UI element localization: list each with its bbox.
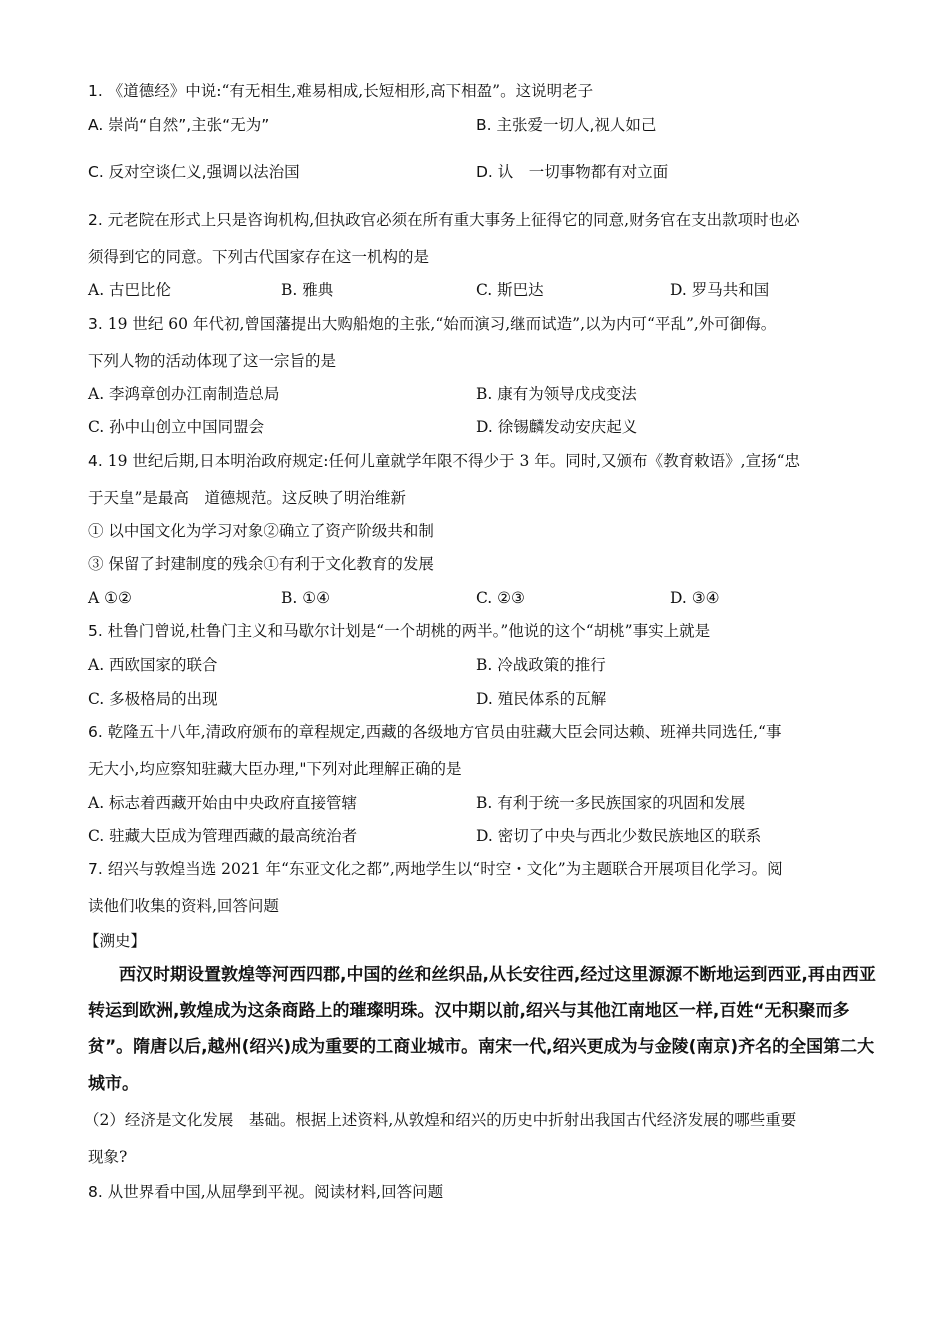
question-3-option-d: D. 徐锡麟发动安庆起义	[476, 418, 638, 436]
question-7-stem-line-1: 7. 绍兴与敦煌当选 2021 年“东亚文化之都”,两地学生以“时空・文化”为主题联合开展项目化学习。阅	[88, 860, 783, 878]
question-2-stem-line-1: 2. 元老院在形式上只是咨询机构,但执政官必须在所有重大事务上征得它的同意,财务官在支出款项时也必	[88, 211, 800, 229]
question-1-option-b: B. 主张爱一切人,视人如己	[476, 116, 657, 134]
question-5-option-b: B. 冷战政策的推行	[476, 656, 606, 674]
question-2-option-b: B. 雅典	[281, 281, 334, 299]
question-4-option-a: A ①②	[88, 589, 132, 607]
question-1-option-c: C. 反对空谈仁义,强调以法治国	[88, 163, 300, 181]
question-2-stem-line-2: 须得到它的同意。下列古代国家存在这一机构的是	[88, 248, 430, 266]
question-3-option-a: A. 李鸿章创办江南制造总局	[88, 385, 280, 403]
question-8-stem: 8. 从世界看中国,从屈學到平视。阅读材料,回答问题	[88, 1183, 444, 1201]
question-5-option-d: D. 殖民体系的瓦解	[476, 690, 607, 708]
question-4-option-b: B. ①④	[281, 589, 331, 607]
question-5-option-c: C. 多极格局的出现	[88, 690, 218, 708]
question-4-option-d: D. ③④	[670, 589, 720, 607]
question-1-option-a: A. 崇尚“自然”,主张“无为”	[88, 116, 270, 134]
question-4-stem-line-2: 于天皇”是最高 道德规范。这反映了明治维新	[88, 489, 406, 507]
question-7-section-title: 【溯史】	[84, 932, 147, 950]
question-1-option-d: D. 认 一切事物都有对立面	[476, 163, 669, 181]
question-7-passage-line-2: 转运到欧洲,敦煌成为这条商路上的璀璨明珠。汉中期以前,绍兴与其他江南地区一样,百姓“无积聚而多	[88, 1001, 850, 1021]
question-5-option-a: A. 西欧国家的联合	[88, 656, 218, 674]
question-3-option-c: C. 孙中山创立中国同盟会	[88, 418, 265, 436]
question-1-stem: 1. 《道德经》中说:“有无相生,难易相成,长短相形,高下相盈”。这说明老子	[88, 82, 594, 100]
question-6-option-b: B. 有利于统一多民族国家的巩固和发展	[476, 794, 746, 812]
question-6-stem-line-1: 6. 乾隆五十八年,清政府颁布的章程规定,西藏的各级地方官员由驻藏大臣会同达赖、班禅共同选任,“事	[88, 723, 782, 741]
question-4-item-line-1: ① 以中国文化为学习对象②确立了资产阶级共和制	[88, 522, 434, 540]
question-2-option-c: C. 斯巴达	[476, 281, 544, 299]
question-6-stem-line-2: 无大小,均应察知驻藏大臣办理,"下列对此理解正确的是	[88, 760, 462, 778]
question-3-option-b: B. 康有为领导戊戌变法	[476, 385, 637, 403]
question-2-option-a: A. 古巴比伦	[88, 281, 172, 299]
question-7-passage-line-4: 城市。	[88, 1074, 139, 1094]
question-4-item-line-2: ③ 保留了封建制度的残余①有利于文化教育的发展	[88, 555, 434, 573]
question-5-stem: 5. 杜鲁门曾说,杜鲁门主义和马歇尔计划是“一个胡桃的两半。”他说的这个“胡桃”事实上就是	[88, 622, 711, 640]
question-4-stem-line-1: 4. 19 世纪后期,日本明治政府规定:任何儿童就学年限不得少于 3 年。同时,又颁布《教育敕语》,宣扬“忠	[88, 452, 801, 470]
question-7-stem-line-2: 读他们收集的资料,回答问题	[88, 897, 279, 915]
question-6-option-a: A. 标志着西藏开始由中央政府直接管辖	[88, 794, 358, 812]
question-3-stem-line-1: 3. 19 世纪 60 年代初,曾国藩提出大购船炮的主张,“始而演习,继而试造”,以为内可“平乱”,外可御侮。	[88, 315, 777, 333]
question-7-subquestion-line-2: 现象?	[88, 1148, 128, 1166]
question-7-passage-line-3: 贫”。隋唐以后,越州(绍兴)成为重要的工商业城市。南宋一代,绍兴更成为与金陵(南京)齐名的全国第二大	[88, 1037, 875, 1057]
question-6-option-c: C. 驻藏大臣成为管理西藏的最高统治者	[88, 827, 358, 845]
question-6-option-d: D. 密切了中央与西北少数民族地区的联系	[476, 827, 762, 845]
question-2-option-d: D. 罗马共和国	[670, 281, 770, 299]
question-7-passage-line-1: 西汉时期设置敦煌等河西四郡,中国的丝和丝织品,从长安往西,经过这里源源不断地运到西亚,再由西亚	[119, 965, 876, 985]
question-3-stem-line-2: 下列人物的活动体现了这一宗旨的是	[88, 352, 337, 370]
question-7-subquestion-line-1: （2）经济是文化发展 基础。根据上述资料,从敦煌和绍兴的历史中折射出我国古代经济发展的哪些重要	[84, 1111, 797, 1129]
question-4-option-c: C. ②③	[476, 589, 525, 607]
